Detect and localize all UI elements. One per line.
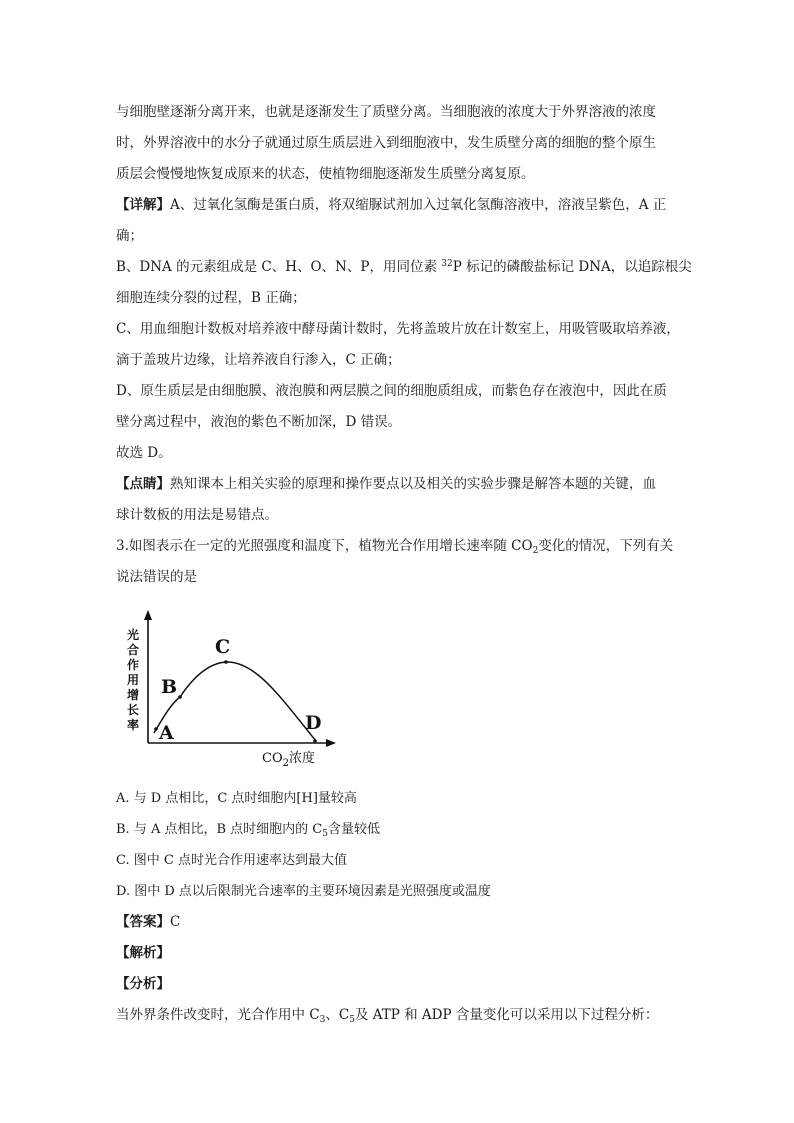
point-c-label: C — [215, 636, 231, 658]
answer-line — [116, 907, 676, 938]
text-line: 【点睛】熟知课本上相关实验的原理和操作要点以及相关的实验步骤是解答本题的关键，血 — [116, 476, 656, 492]
analysis-heading: 【解析】 — [116, 945, 170, 961]
text-line: 故选 D。 — [116, 445, 172, 461]
y-label-char: 增 — [127, 688, 140, 702]
text-line: D、原生质层是由细胞膜、液泡膜和两层膜之间的细胞质组成，而紫色存在液泡中，因此在质 — [116, 383, 667, 399]
text-line: 与细胞壁逐渐分离开来，也就是逐渐发生了质壁分离。当细胞液的浓度大于外界溶液的浓度 — [116, 104, 656, 120]
y-label-char: 率 — [127, 718, 140, 732]
text-line: 细胞连续分裂的过程，B 正确； — [116, 290, 306, 306]
tip-heading: 【点睛】 — [116, 476, 170, 492]
text-line: 当外界条件改变时，光合作用中 $C_3$、$C_5$及 ATP 和 ADP 含量变化可以采用以下过程分析： — [116, 1007, 659, 1025]
question-stem: 说法错误的是 — [116, 569, 197, 585]
point-a-dot — [154, 727, 158, 731]
point-c-dot — [224, 660, 228, 664]
option-d[interactable]: D. 图中 D 点以后限制光合速率的主要环境因素是光照强度或温度 — [116, 884, 491, 899]
question-stem: 3.如图表示在一定的光照强度和温度下，植物光合作用增长速率随 $CO_2$变化的情况，下列有关 — [116, 538, 674, 556]
answer-value: C — [170, 914, 181, 930]
y-label-char: 光 — [127, 628, 140, 642]
x-axis-label: $CO_2$浓度 — [262, 751, 315, 769]
text-line: 确； — [116, 228, 143, 244]
option-a[interactable]: A. 与 D 点相比，C 点时细胞内[H]量较高 — [116, 791, 357, 806]
option-b[interactable]: B. 与 A 点相比，B 点时细胞内的 $C_5$含量较低 — [116, 822, 380, 839]
point-d-dot — [313, 739, 317, 743]
y-label-char: 作 — [127, 658, 140, 672]
y-label-char: 用 — [127, 673, 140, 687]
y-label-char: 合 — [127, 643, 140, 657]
text-line: 【详解】A、过氧化氢酶是蛋白质，将双缩脲试剂加入过氧化氢酶溶液中，溶液呈紫色，A 正 — [116, 197, 667, 213]
text-line: 质层会慢慢地恢复成原来的状态，使植物细胞逐渐发生质壁分离复原。 — [116, 166, 535, 182]
rate-curve — [154, 662, 316, 741]
x-axis-arrow — [326, 739, 336, 747]
text-line: C、用血细胞计数板对培养液中酵母菌计数时，先将盖玻片放在计数室上，用吸管吸取培养液， — [116, 321, 680, 337]
y-axis-arrow — [144, 610, 152, 620]
text-line: 球计数板的用法是易错点。 — [116, 507, 278, 523]
photosynthesis-curve-diagram — [116, 608, 356, 773]
point-a-label: A — [159, 722, 174, 744]
option-c[interactable]: C. 图中 C 点时光合作用速率达到最大值 — [116, 853, 347, 868]
point-b-dot — [178, 695, 182, 699]
y-label-char: 长 — [127, 703, 140, 717]
answer-heading: 【答案】 — [116, 914, 170, 930]
point-d-label: D — [305, 712, 322, 734]
detail-heading: 【详解】 — [116, 197, 170, 213]
text-line: 壁分离过程中，液泡的紫色不断加深，D 错误。 — [116, 414, 402, 430]
point-b-label: B — [161, 676, 178, 698]
fenxi-heading: 【分析】 — [116, 976, 170, 992]
text-line: 滴于盖玻片边缘，让培养液自行渗入，C 正确； — [116, 352, 401, 368]
text-line: B、DNA 的元素组成是 C、H、O、N、P，用同位素 $^{32}$P 标记的磷酸盐标记 DNA，以追踪根尖 — [116, 259, 692, 275]
text-line: 时，外界溶液中的水分子就通过原生质层进入到细胞液中，发生质壁分离的细胞的整个原生 — [116, 135, 656, 151]
